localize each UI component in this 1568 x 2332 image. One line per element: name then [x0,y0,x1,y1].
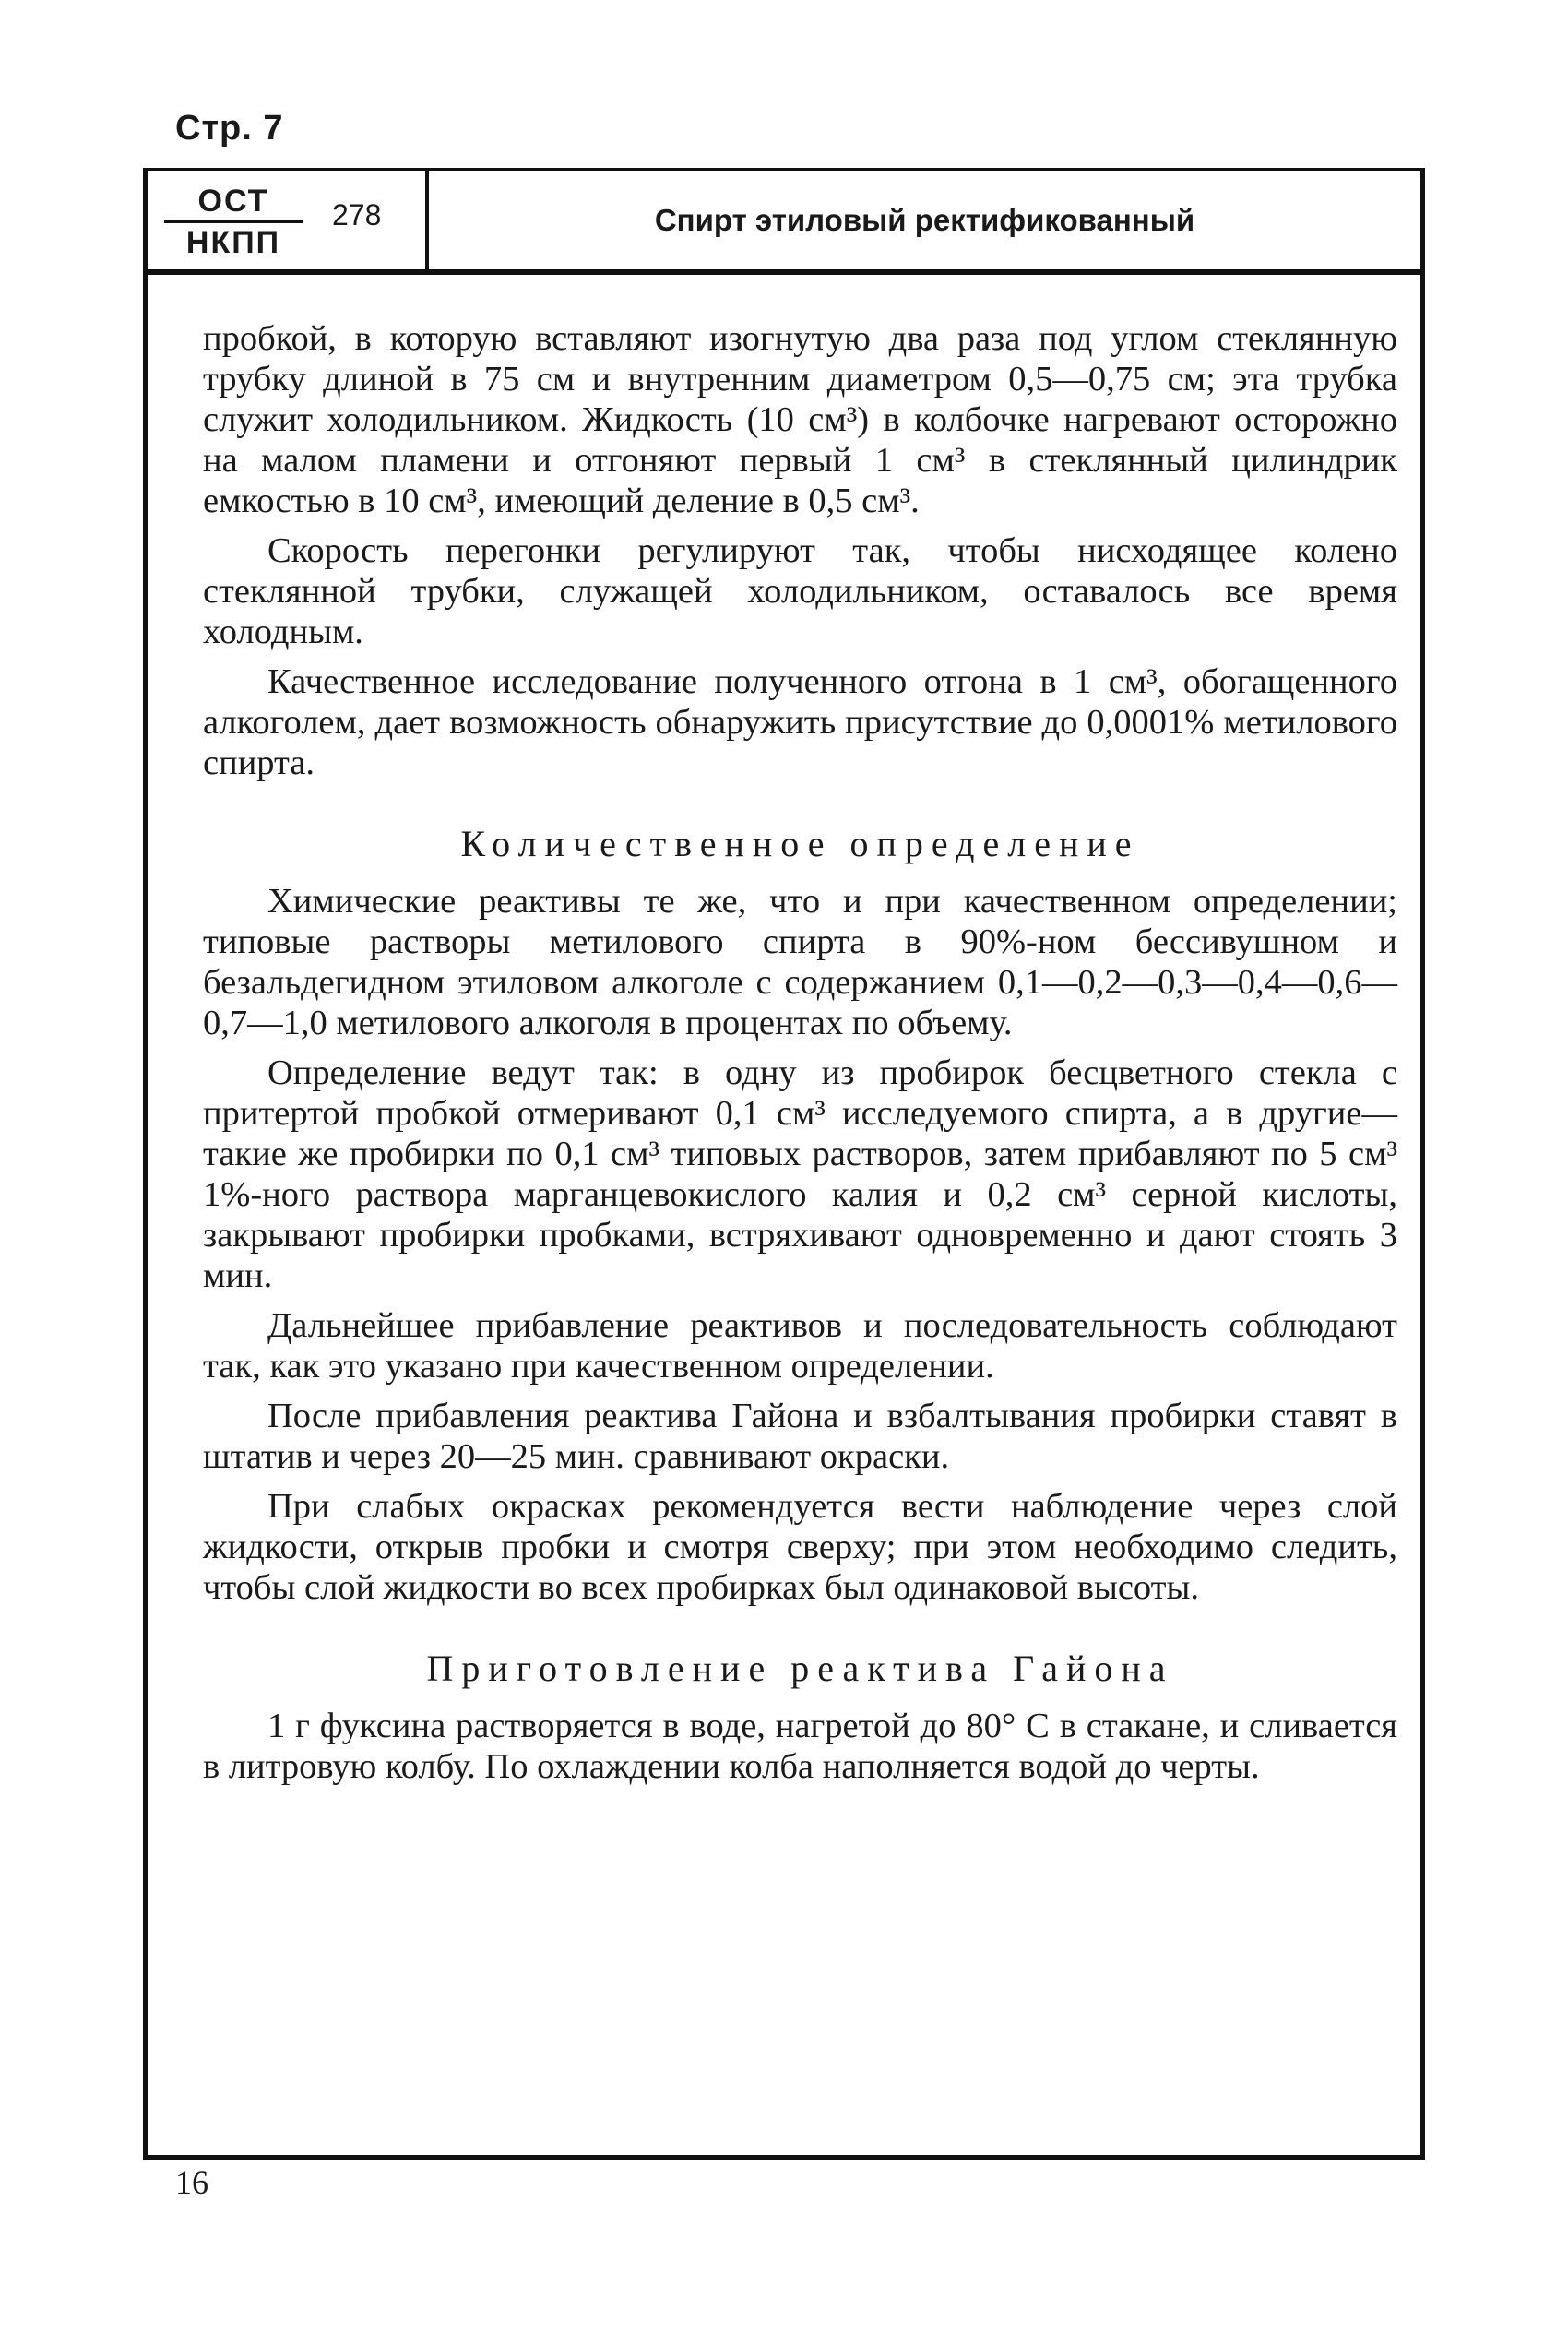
document-body [203,318,1397,1796]
page-label: Стр. 7 [175,109,284,148]
paragraph: Определение ведут так: в одну из пробирок бесцветного стекла с притертой пробкой отмеривают 0,1 см³ исследуемого спирта, а в другие—такие же пробирки по 0,1 см³ типовых растворов, затем прибавляют по 5 см³ 1%-ного раствора марганцевокислого калия и 0,2 см³ серной кислоты, закрывают пробирки пробками, встряхивают одновременно и дают стоять 3 мин. [203,1053,1397,1295]
paragraph: 1 г фуксина растворяется в воде, нагретой до 80° С в стакане, и сливается в литровую колбу. По охлаждении колба наполняется водой до черты. [203,1707,1397,1786]
paragraph: пробкой, в которую вставляют изогнутую два раза под углом стеклянную трубку длиной в 75 см и внутренним диаметром 0,5—0,75 см; эта трубка служит холодильником. Жидкость (10 см³) в колбочке нагревают осторожно на малом пламени и отгоняют первый 1 см³ в стеклянный цилиндрик емкостью в 10 см³, имеющий деление в 0,5 см³. [203,319,1397,520]
paragraph: Химические реактивы те же, что и при качественном определении; типовые растворы метилового спирта в 90%-ном бессивушном и безальдегидном этиловом алкоголе с содержанием 0,1—0,2—0,3—0,4—0,6—0,7—1,0 метилового алкоголя в процентах по объему. [203,882,1397,1042]
standard-header [148,171,1420,275]
paragraph: После прибавления реактива Гайона и взбалтывания пробирки ставят в штатив и через 20—25 мин. сравнивают окраски. [203,1397,1397,1476]
paragraph: Дальнейшее прибавление реактивов и последовательность соблюдают так, как это указано при качественном определении. [203,1306,1397,1386]
section-heading: Количественное определение [460,823,1140,864]
paragraph: При слабых окрасках рекомендуется вести наблюдение через слой жидкости, открыв пробки и смотря сверху; при этом необходимо следить, чтобы слой жидкости во всех пробирках был одинаковой высоты. [203,1487,1397,1607]
standard-number: 278 [332,198,382,232]
standard-issuer: НКПП [185,225,281,260]
standard-designation [164,182,303,262]
standard-type: ОСТ [164,182,303,223]
paragraph: Скорость перегонки регулируют так, чтобы нисходящее колено стеклянной трубки, служащей холодильником, оставалось все время холодным. [203,531,1397,651]
standard-code-cell [148,171,429,269]
section-heading: Приготовление реактива Гайона [426,1648,1174,1689]
page-frame [143,168,1425,2160]
paragraph: Качественное исследование полученного отгона в 1 см³, обогащенного алкоголем, дает возможность обнаружить присутствие до 0,0001% метилового спирта. [203,662,1397,782]
page-number: 16 [175,2164,208,2201]
standard-title: Спирт этиловый ректификованный [654,202,1195,237]
